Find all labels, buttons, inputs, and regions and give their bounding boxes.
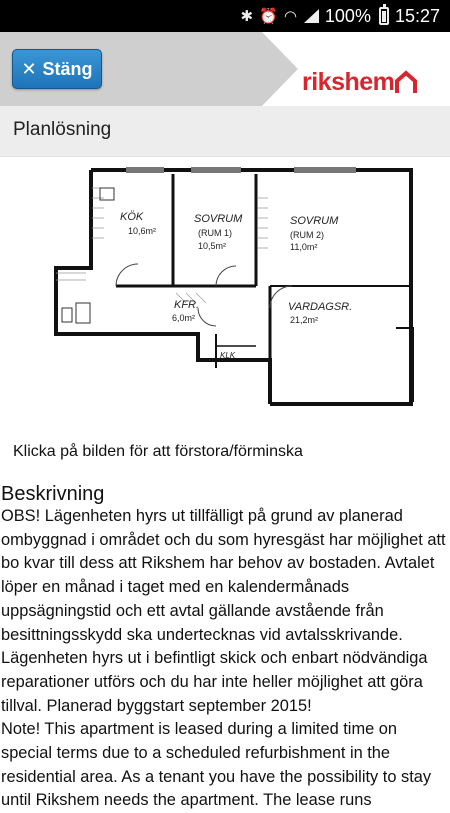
floorplan-image[interactable] [56,168,414,418]
alarm-icon: ⏰ [259,7,278,25]
zoom-hint: Klicka på bilden för att förstora/förminska [13,443,303,460]
room-kfr-area: 6,0m² [172,313,196,323]
house-icon [395,70,417,94]
header-wedge [262,32,298,106]
wifi-icon: ◠ [283,7,297,25]
room-sovrum-1: SOVRUM [194,213,243,225]
description-body [1,505,446,813]
room-vardagsr: VARDAGSR. [288,301,353,313]
status-bar [0,0,450,32]
page-title: Planlösning [13,119,112,140]
description-paragraph-en: Note! This apartment is leased during a limited time on special terms due to a scheduled refurbishment in the residential area. As a tenant you have the possibility to stay until Rikshem needs the apartment. The lease runs [1,720,432,810]
description-paragraph-sv: OBS! Lägenheten hyrs ut tillfälligt på grund av planerad ombyggnad i området och du som hyresgäst har möjlighet att bo kvar till dess att Rikshem har behov av bostaden. Avtalet löper en månad i taget med en kalendermånads uppsägningstid och ett avtal gällande avstående från besittningsskydd ska undertecknas vid avtalsskrivande. Lägenheten hyrs ut i befintligt skick och enbart nödvändiga reparationer utförs och du har inte heller möjlighet att göra tillval. Planerad byggstart september 2015! [1,507,446,715]
bluetooth-icon: ✱ [240,7,254,25]
room-kok-area: 10,6m² [128,226,157,236]
room-sovrum-2-sub: (RUM 2) [290,230,324,240]
close-button[interactable] [12,49,102,89]
signal-icon [303,8,319,24]
room-sovrum-1-area: 10,5m² [198,241,227,251]
room-sovrum-2-area: 11,0m² [290,242,318,252]
battery-icon [379,7,389,25]
close-icon: ✕ [21,58,37,80]
battery-percent: 100% [324,5,371,26]
room-sovrum-1-sub: (RUM 1) [198,228,232,238]
title-bar [0,106,450,157]
room-kok: KÖK [120,211,144,223]
logo-text: rikshem [302,68,395,96]
rikshem-logo [302,59,417,95]
app-header [0,32,450,106]
room-klk: KLK [220,351,236,360]
room-kfr: KFR. [174,299,200,311]
room-sovrum-2: SOVRUM [290,215,339,227]
room-vardagsr-area: 21,2m² [290,315,319,325]
description-heading: Beskrivning [1,483,105,505]
close-button-label: Stäng [42,58,93,79]
clock: 15:27 [394,5,440,26]
